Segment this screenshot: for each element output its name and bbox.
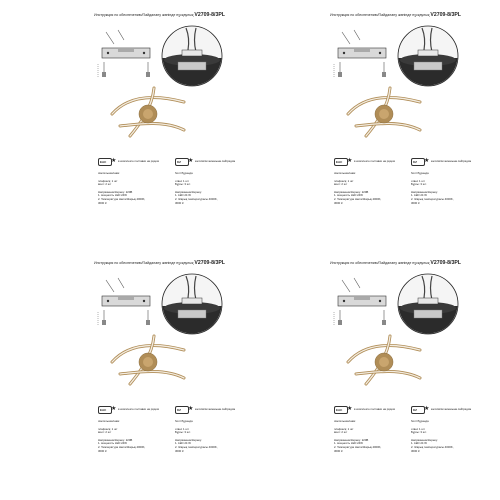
ceiling-lamp-illustration — [108, 332, 188, 388]
model-number: V2709-8/3PL — [194, 260, 225, 266]
star-icon: ★ — [347, 158, 353, 164]
spec-line: Напряжение/Кернеу: — [175, 437, 202, 442]
screw-icon — [106, 32, 114, 44]
specs-column-ru — [98, 172, 170, 205]
certification-line — [334, 158, 484, 168]
instruction-panel — [22, 8, 234, 228]
spec-line: Напряжение/Кернеу: 220В — [334, 437, 369, 442]
spec-line: 1. LED 24 W — [411, 441, 427, 446]
panel-title — [94, 12, 244, 18]
spec-line: Напряжение/Кернеу: 220В — [334, 189, 369, 194]
spec-line: 2. Жарық температурасы 4000K, — [175, 196, 218, 201]
spec-line: 2. Температура света/Жарық 4000K, — [334, 196, 382, 201]
spec-line: 2. Жарық температурасы 4000K, — [411, 196, 454, 201]
cert-kz-text: жеткізілім жинағына сай/рядом — [431, 407, 472, 411]
spec-line: Напряжение/Кернеу: — [411, 437, 438, 442]
spec-line: Бұрғы: 3 шт. — [411, 182, 427, 187]
wiring-diagram — [396, 272, 460, 336]
spec-line: 3000 К — [98, 448, 107, 453]
spec-line: 3000 К — [175, 200, 184, 205]
spec-line: болт/бұранда — [411, 419, 429, 423]
spec-line: 2. Температура света/Жарық 4000K, — [98, 196, 146, 201]
eac-mark: EAC — [334, 406, 348, 414]
spec-line: винт: 2 шт — [98, 430, 112, 435]
mounting-bracket-diagram — [332, 28, 392, 84]
eac-mark: EAC — [98, 158, 112, 166]
specs-column-kz — [411, 420, 483, 453]
spec-line: 1. мощность LED 24W — [334, 441, 363, 446]
mounting-bracket-diagram — [96, 28, 156, 84]
specs-column-ru — [334, 420, 406, 453]
spec-line: 2. Жарық температурасы 4000K, — [411, 444, 454, 449]
kz-mark: KZ — [175, 406, 189, 414]
star-icon: ★ — [188, 158, 194, 164]
star-icon: ★ — [188, 406, 194, 412]
spec-line: плафон/қ: 1 шт — [334, 178, 354, 183]
spec-line: болт/бұранда — [175, 171, 193, 175]
spec-line: Бұрғы: 3 шт. — [175, 430, 191, 435]
spec-line: 3000 К — [334, 448, 343, 453]
spec-line: винт: 2 шт — [98, 182, 112, 187]
specs-column-ru — [98, 420, 170, 453]
instruction-panel — [258, 8, 470, 228]
certification-line — [98, 158, 248, 168]
star-icon: ★ — [111, 158, 117, 164]
spec-line: Напряжение/Кернеу: 220В — [98, 189, 133, 194]
instruction-panel — [258, 256, 470, 476]
cert-kz-text: жеткізілім жинағына сай/рядом — [431, 159, 472, 163]
cert-eac-text: в комплекте поставки на рядом — [118, 407, 159, 411]
mounting-bracket-diagram — [96, 276, 156, 332]
screw-icon — [106, 280, 114, 292]
spec-line: плафон/қ: 1 шт — [334, 426, 354, 431]
screw-icon — [118, 30, 124, 40]
screw-icon — [354, 30, 360, 40]
kz-mark: KZ — [175, 158, 189, 166]
cert-eac-text: в комплекте поставки на рядом — [354, 159, 395, 163]
title-prefix: Инструкция по обеспечению/Пайдалану жөнінде нұсқаулық — [330, 261, 430, 265]
specs-column-kz — [411, 172, 483, 205]
cert-kz-text: жеткізілім жинағына сай/рядом — [195, 407, 236, 411]
spec-line: Бұрғы: 3 шт. — [411, 430, 427, 435]
spec-line: 1. мощность LED 24W — [334, 193, 363, 198]
spec-line: болт/бұранда — [175, 419, 193, 423]
ceiling-lamp-illustration — [108, 84, 188, 140]
model-number: V2709-8/3PL — [430, 12, 461, 18]
cert-eac-text: в комплекте поставки на рядом — [354, 407, 395, 411]
screw-icon — [118, 278, 124, 288]
certification-line — [98, 406, 248, 416]
terminal-block-icon — [418, 298, 438, 304]
spec-line: Напряжение/Кернеу: 220В — [98, 437, 133, 442]
spec-line: отвес 1 шт — [175, 426, 189, 431]
terminal-block-icon — [182, 50, 202, 56]
spec-line: винт: 2 шт — [334, 182, 348, 187]
specs-column-kz — [175, 172, 247, 205]
wiring-diagram — [396, 24, 460, 88]
spec-line: отвес 1 шт — [175, 178, 189, 183]
star-icon: ★ — [424, 158, 430, 164]
spec-line: 3000 К — [411, 448, 420, 453]
spec-line: 1. мощность LED 24W — [98, 441, 127, 446]
eac-mark: EAC — [334, 158, 348, 166]
screw-icon — [342, 32, 350, 44]
spec-line: плафон/қ: 1 шт — [98, 426, 118, 431]
title-prefix: Инструкция по обеспечению/Пайдалану жөнінде нұсқаулық — [94, 261, 194, 265]
specs-column-ru — [334, 172, 406, 205]
screw-icon — [354, 278, 360, 288]
star-icon: ★ — [424, 406, 430, 412]
spec-line: 2. Жарық температурасы 4000K, — [175, 444, 218, 449]
spec-line: светильник/шам: — [98, 171, 120, 175]
spec-line: 1. LED 24 W — [411, 193, 427, 198]
spec-line: 1. мощность LED 24W — [98, 193, 127, 198]
screw-icon — [342, 280, 350, 292]
spec-line: 1. LED 24 W — [175, 441, 191, 446]
spec-line: 3000 К — [334, 200, 343, 205]
eac-mark: EAC — [98, 406, 112, 414]
panel-title — [330, 260, 480, 266]
spec-line: Напряжение/Кернеу: — [175, 189, 202, 194]
star-icon: ★ — [111, 406, 117, 412]
spec-line: 3000 К — [411, 200, 420, 205]
model-number: V2709-8/3PL — [194, 12, 225, 18]
spec-line: болт/бұранда — [411, 171, 429, 175]
kz-mark: KZ — [411, 406, 425, 414]
wiring-diagram — [160, 24, 224, 88]
title-prefix: Инструкция по обеспечению/Пайдалану жөнінде нұсқаулық — [330, 13, 430, 17]
wiring-diagram — [160, 272, 224, 336]
cert-kz-text: жеткізілім жинағына сай/рядом — [195, 159, 236, 163]
spec-line: 2. Температура света/Жарық 4000K, — [98, 444, 146, 449]
spec-line: светильник/шам: — [334, 171, 356, 175]
terminal-block-icon — [418, 50, 438, 56]
panel-title — [330, 12, 480, 18]
spec-line: 3000 К — [175, 448, 184, 453]
spec-line: отвес 1 шт — [411, 426, 425, 431]
spec-line: 2. Температура света/Жарық 4000K, — [334, 444, 382, 449]
specs-column-kz — [175, 420, 247, 453]
spec-line: Бұрғы: 3 шт. — [175, 182, 191, 187]
spec-line: Напряжение/Кернеу: — [411, 189, 438, 194]
spec-line: светильник/шам: — [98, 419, 120, 423]
cert-eac-text: в комплекте поставки на рядом — [118, 159, 159, 163]
spec-line: 1. LED 24 W — [175, 193, 191, 198]
panel-title — [94, 260, 244, 266]
model-number: V2709-8/3PL — [430, 260, 461, 266]
title-prefix: Инструкция по обеспечению/Пайдалану жөнінде нұсқаулық — [94, 13, 194, 17]
spec-line: светильник/шам: — [334, 419, 356, 423]
terminal-block-icon — [182, 298, 202, 304]
spec-line: отвес 1 шт — [411, 178, 425, 183]
spec-line: 3000 К — [98, 200, 107, 205]
mounting-bracket-diagram — [332, 276, 392, 332]
ceiling-lamp-illustration — [344, 84, 424, 140]
kz-mark: KZ — [411, 158, 425, 166]
ceiling-lamp-illustration — [344, 332, 424, 388]
spec-line: винт: 2 шт — [334, 430, 348, 435]
certification-line — [334, 406, 484, 416]
star-icon: ★ — [347, 406, 353, 412]
spec-line: плафон/қ: 1 шт — [98, 178, 118, 183]
instruction-panel — [22, 256, 234, 476]
